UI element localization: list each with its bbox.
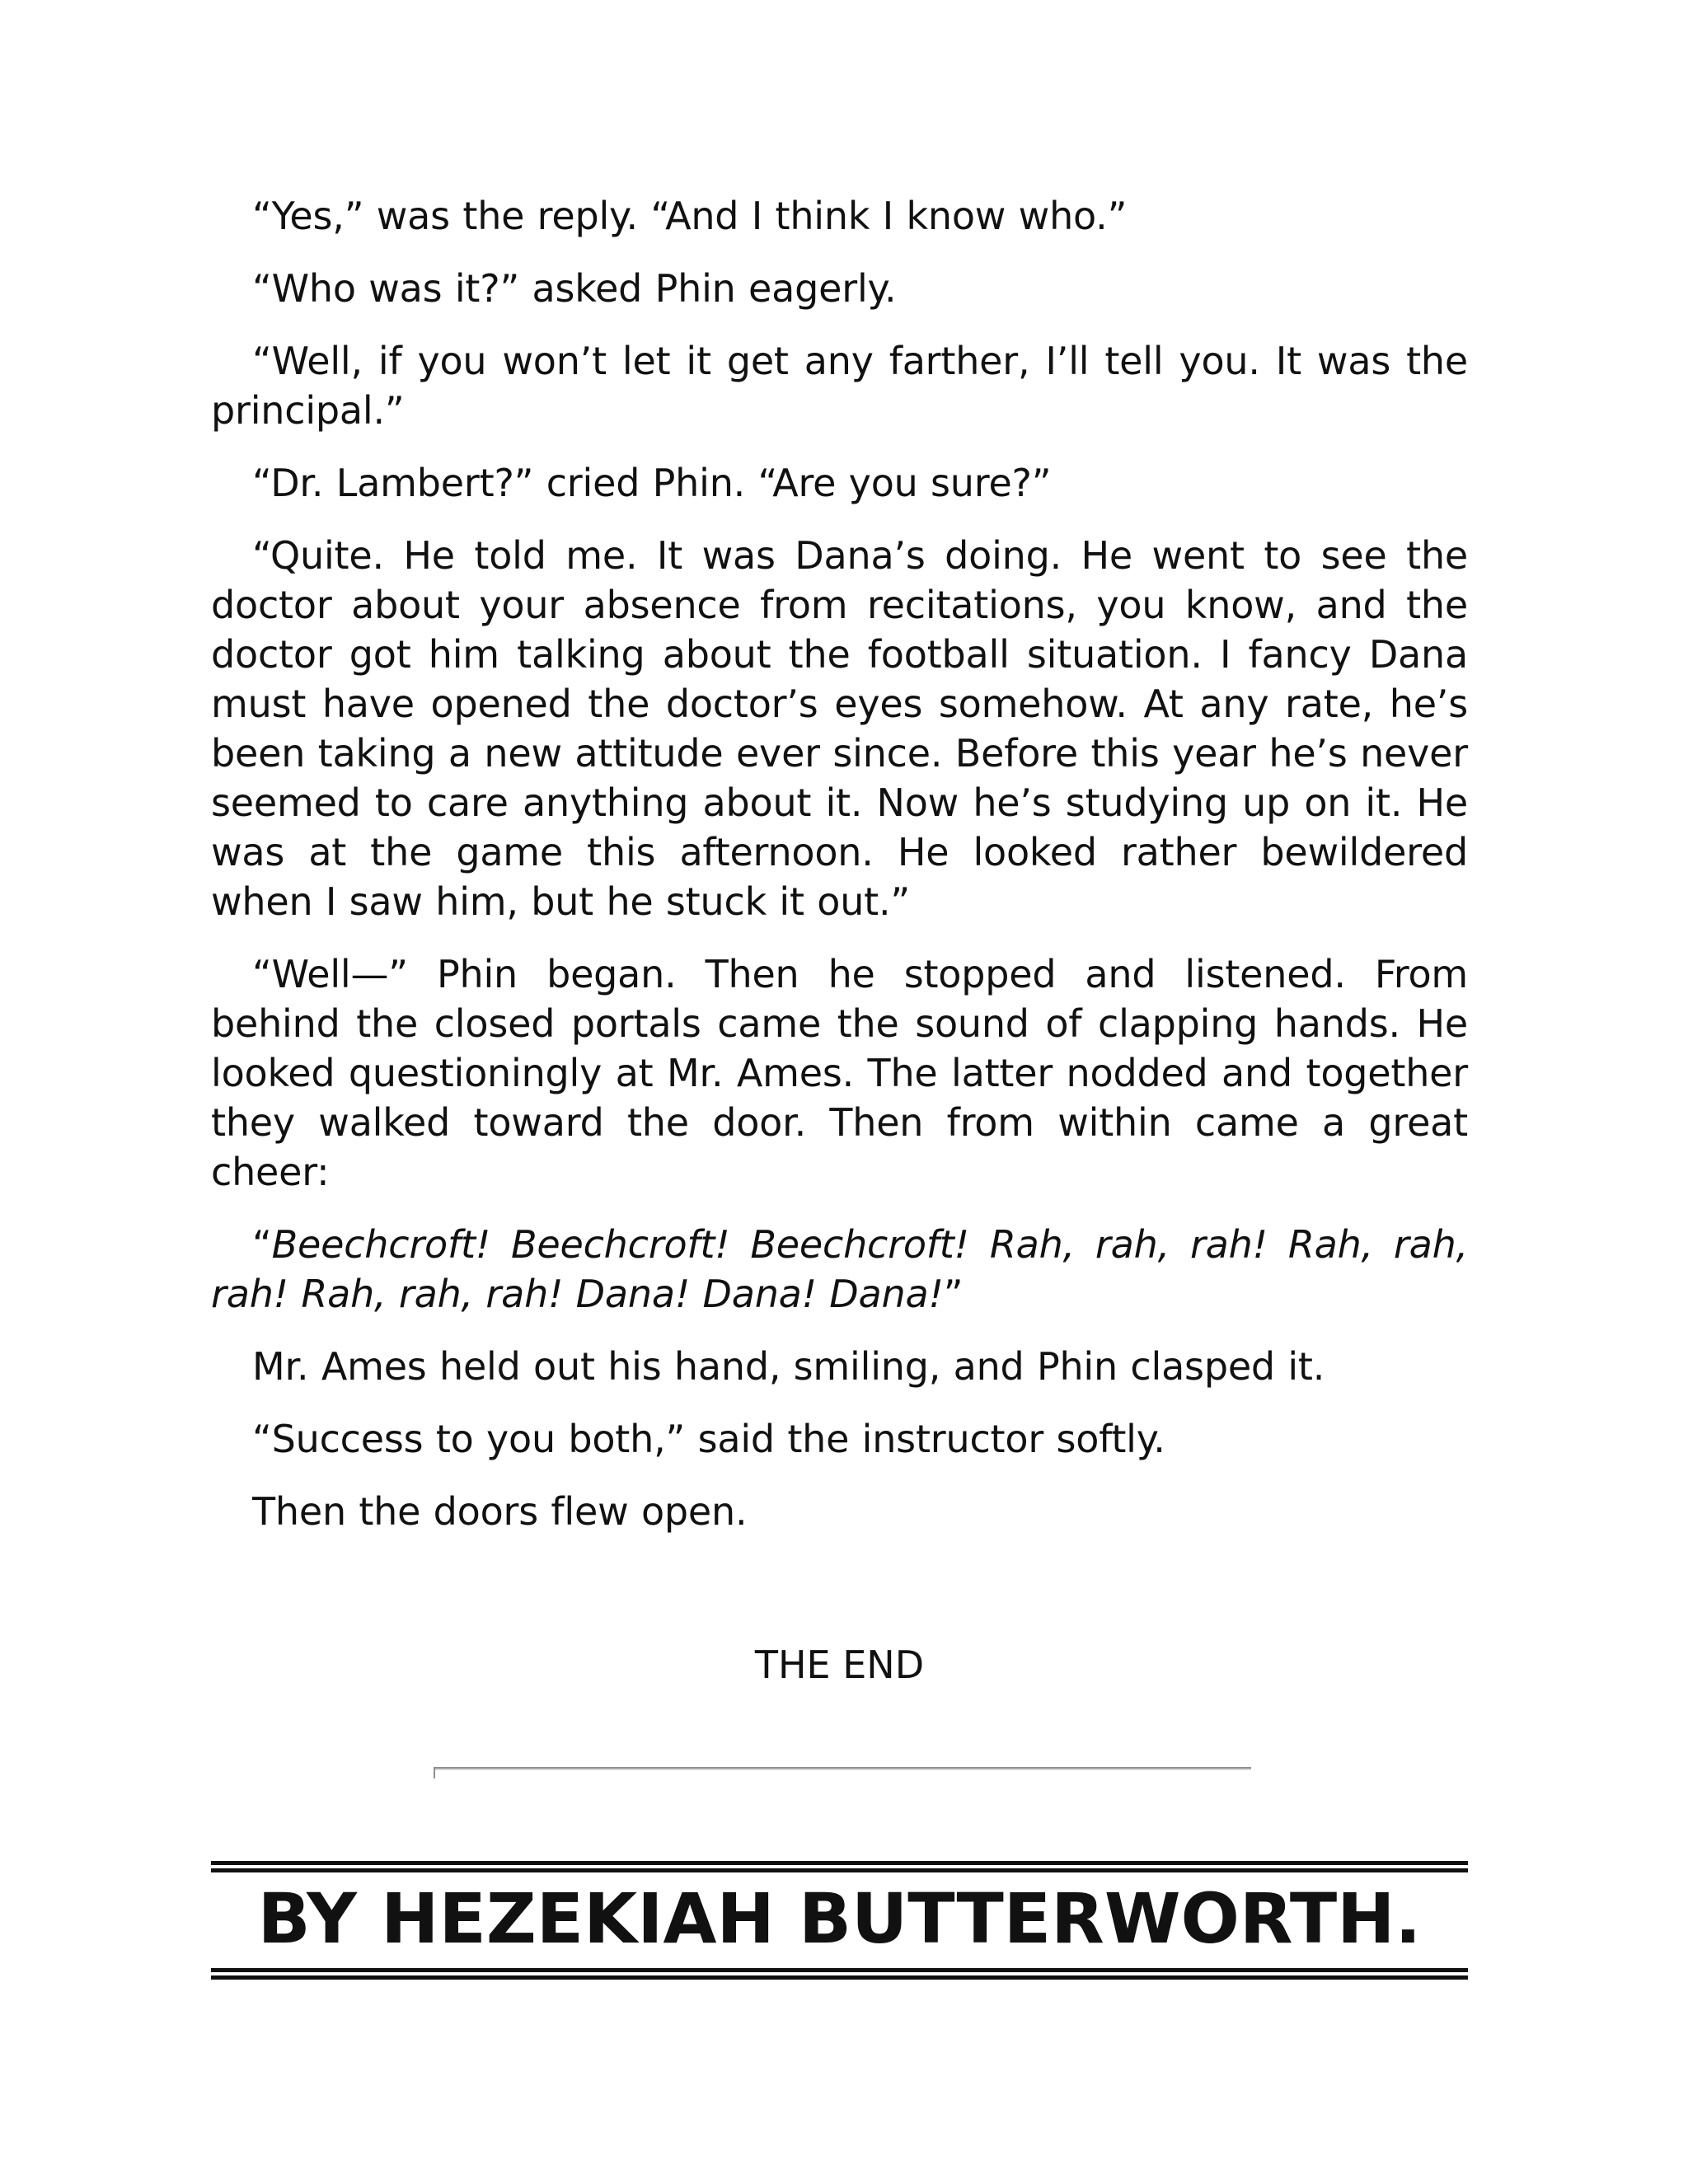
cheer-text: Beechcroft! Beechcroft! Beechcroft! Rah, rah, rah! Rah, rah, rah! Rah, rah, rah! Dana! Dana! Dana! xyxy=(211,1222,1468,1316)
paragraph: Then the doors flew open. xyxy=(252,1489,748,1534)
author-banner xyxy=(211,1861,1468,1980)
banner-bottom-rule xyxy=(211,1968,1468,1980)
paragraph: “Success to you both,” said the instructor softly. xyxy=(252,1417,1165,1461)
cheer-paragraph xyxy=(211,1220,1468,1319)
horizontal-rule-tick xyxy=(434,1767,435,1779)
paragraph: “Dr. Lambert?” cried Phin. “Are you sure?” xyxy=(252,461,1052,505)
horizontal-rule xyxy=(434,1767,1251,1772)
cheer-open-quote: “ xyxy=(252,1222,272,1267)
paragraph: “Yes,” was the reply. “And I think I know who.” xyxy=(252,194,1128,238)
paragraph: “Quite. He told me. It was Dana’s doing. He went to see the doctor about your absence from recitations, you know, and the doctor got him talking about the football situation. I fancy Dana must have opened the doctor’s eyes somehow. At any rate, he’s been taking a new attitude ever since. Before this year he’s never seemed to care anything about it. Now he’s studying up on it. He was at the game this afternoon. He looked rather bewildered when I saw him, but he stuck it out.” xyxy=(211,533,1468,924)
banner-top-rule xyxy=(211,1861,1468,1872)
paragraph: “Well—” Phin began. Then he stopped and listened. From behind the closed portals came the sound of clapping hands. He looked questioningly at Mr. Ames. The latter nodded and together they walked toward the door. Then from within came a great cheer: xyxy=(211,952,1468,1194)
cheer-close-quote: ” xyxy=(943,1272,964,1316)
paragraph: Mr. Ames held out his hand, smiling, and Phin clasped it. xyxy=(252,1344,1325,1389)
the-end-label: THE END xyxy=(754,1643,925,1687)
paragraph: “Who was it?” asked Phin eagerly. xyxy=(252,266,897,311)
banner-title: BY HEZEKIAH BUTTERWORTH. xyxy=(257,1878,1422,1959)
story-text xyxy=(211,191,1468,1536)
paragraph: “Well, if you won’t let it get any farther, I’ll tell you. It was the principal.” xyxy=(211,339,1468,433)
